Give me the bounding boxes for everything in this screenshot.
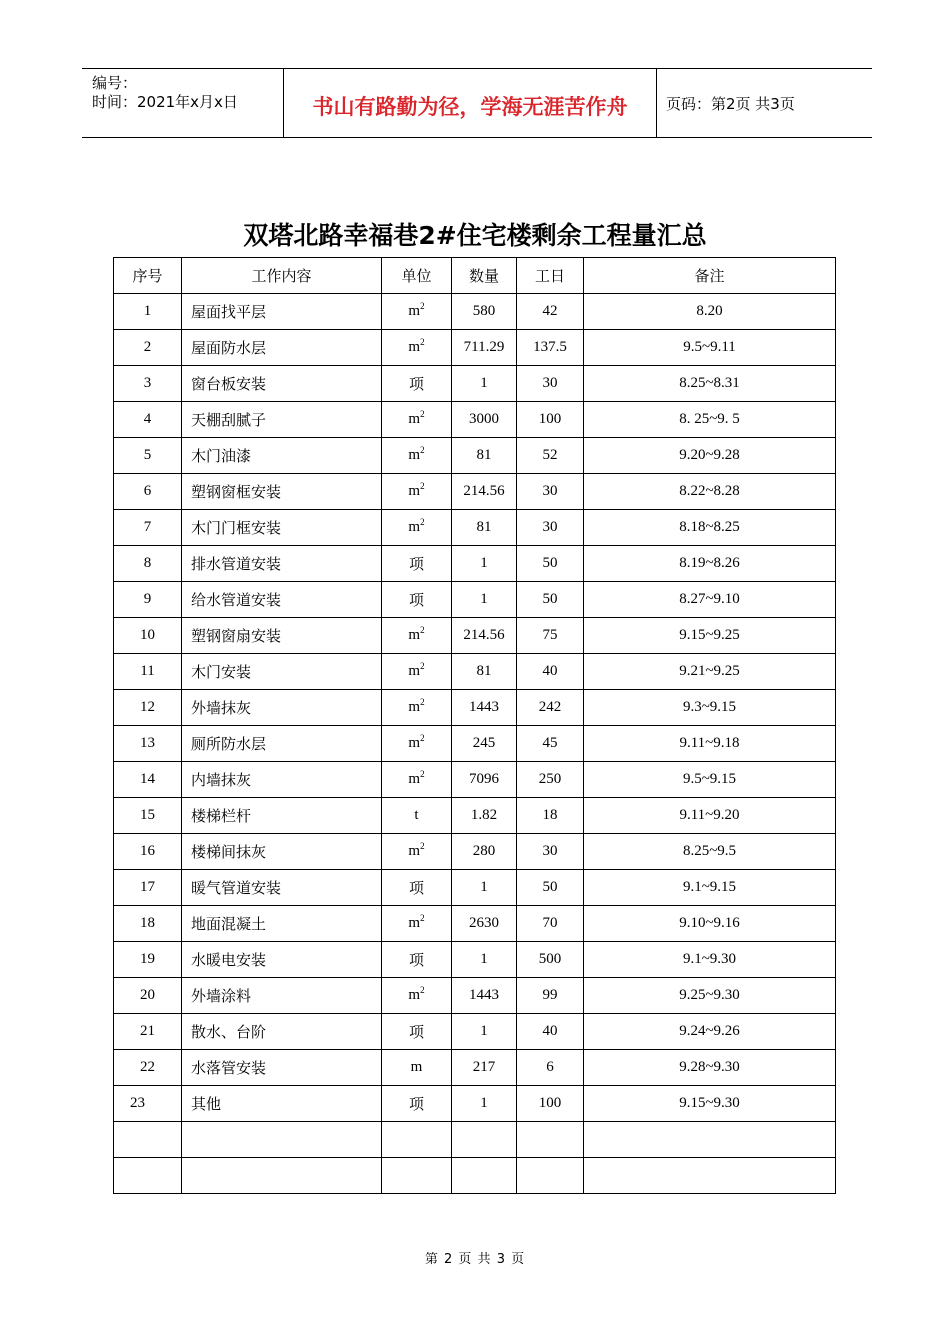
cell-quantity: 1 (452, 870, 517, 906)
table-row (114, 1086, 836, 1122)
cell-content: 暖气管道安装 (182, 870, 382, 906)
cell-seq: 18 (114, 906, 182, 942)
cell-workdays: 500 (517, 942, 584, 978)
cell-unit (382, 870, 452, 906)
cell-content: 楼梯栏杆 (182, 798, 382, 834)
cell-quantity: 81 (452, 654, 517, 690)
unit-exponent: 2 (420, 409, 425, 419)
cell-note: 9.21~9.25 (584, 654, 836, 690)
cell-note (584, 1122, 836, 1158)
cell-workdays: 50 (517, 582, 584, 618)
cell-note: 9.25~9.30 (584, 978, 836, 1014)
cell-note: 8. 25~9. 5 (584, 402, 836, 438)
cell-content: 外墙抹灰 (182, 690, 382, 726)
cell-content: 塑钢窗框安装 (182, 474, 382, 510)
cell-workdays: 45 (517, 726, 584, 762)
cell-unit (382, 1158, 452, 1194)
cell-unit (382, 1050, 452, 1086)
cell-note: 9.10~9.16 (584, 906, 836, 942)
cell-quantity: 1 (452, 942, 517, 978)
cell-content: 厕所防水层 (182, 726, 382, 762)
cell-seq: 1 (114, 294, 182, 330)
cell-quantity: 81 (452, 438, 517, 474)
header-info-cell (82, 69, 284, 137)
cell-seq: 11 (114, 654, 182, 690)
cell-unit (382, 438, 452, 474)
cell-quantity: 1.82 (452, 798, 517, 834)
cell-unit (382, 726, 452, 762)
cell-quantity (452, 1158, 517, 1194)
column-header-workdays: 工日 (517, 258, 584, 294)
cell-quantity: 1443 (452, 978, 517, 1014)
cell-workdays: 18 (517, 798, 584, 834)
cell-quantity: 1443 (452, 690, 517, 726)
cell-seq (114, 1158, 182, 1194)
cell-content: 给水管道安装 (182, 582, 382, 618)
unit-text: m (408, 735, 421, 751)
cell-workdays: 6 (517, 1050, 584, 1086)
unit-text: m (408, 447, 421, 463)
cell-note: 9.1~9.30 (584, 942, 836, 978)
unit-text: m (408, 627, 421, 643)
column-header-unit: 单位 (382, 258, 452, 294)
cell-note: 8.27~9.10 (584, 582, 836, 618)
cell-seq: 23 (114, 1086, 182, 1122)
unit-text: 项 (408, 555, 424, 573)
unit-text: m (408, 915, 421, 931)
unit-text: 项 (408, 951, 424, 969)
cell-content: 木门油漆 (182, 438, 382, 474)
cell-unit (382, 330, 452, 366)
table-row (114, 906, 836, 942)
cell-note: 9.15~9.30 (584, 1086, 836, 1122)
cell-seq: 6 (114, 474, 182, 510)
table-row (114, 942, 836, 978)
table-row (114, 546, 836, 582)
table-row (114, 834, 836, 870)
cell-unit (382, 942, 452, 978)
unit-text: m (408, 339, 421, 355)
cell-quantity: 280 (452, 834, 517, 870)
cell-unit (382, 546, 452, 582)
table-row (114, 366, 836, 402)
cell-workdays: 50 (517, 870, 584, 906)
cell-unit (382, 582, 452, 618)
unit-text: 项 (408, 375, 424, 393)
unit-exponent: 2 (420, 445, 425, 455)
cell-content: 水暖电安装 (182, 942, 382, 978)
cell-workdays: 30 (517, 834, 584, 870)
table-row (114, 582, 836, 618)
cell-unit (382, 1086, 452, 1122)
cell-note: 8.20 (584, 294, 836, 330)
unit-text: m (408, 483, 421, 499)
cell-content: 木门门框安装 (182, 510, 382, 546)
cell-note: 8.25~8.31 (584, 366, 836, 402)
cell-content: 散水、台阶 (182, 1014, 382, 1050)
unit-text: t (414, 807, 419, 823)
cell-quantity: 214.56 (452, 474, 517, 510)
table-row (114, 870, 836, 906)
cell-content: 塑钢窗扇安装 (182, 618, 382, 654)
table-row (114, 654, 836, 690)
table-row (114, 1122, 836, 1158)
table-row (114, 726, 836, 762)
unit-exponent: 2 (420, 769, 425, 779)
cell-note: 9.1~9.15 (584, 870, 836, 906)
column-header-note: 备注 (584, 258, 836, 294)
work-summary-table (113, 257, 836, 1194)
cell-quantity: 7096 (452, 762, 517, 798)
cell-unit (382, 366, 452, 402)
table-row (114, 1050, 836, 1086)
cell-unit (382, 834, 452, 870)
cell-unit (382, 690, 452, 726)
cell-seq: 7 (114, 510, 182, 546)
cell-unit (382, 1014, 452, 1050)
cell-seq: 19 (114, 942, 182, 978)
cell-seq: 17 (114, 870, 182, 906)
cell-quantity: 3000 (452, 402, 517, 438)
cell-workdays: 250 (517, 762, 584, 798)
cell-note: 9.11~9.20 (584, 798, 836, 834)
page-footer: 第 2 页 共 3 页 (424, 1252, 526, 1267)
table-row (114, 474, 836, 510)
cell-quantity: 214.56 (452, 618, 517, 654)
cell-workdays: 40 (517, 654, 584, 690)
cell-note: 9.5~9.11 (584, 330, 836, 366)
cell-content: 屋面防水层 (182, 330, 382, 366)
unit-text: 项 (408, 1023, 424, 1041)
number-label: 编号： (92, 74, 138, 92)
table-row (114, 438, 836, 474)
unit-exponent: 2 (420, 985, 425, 995)
cell-seq: 4 (114, 402, 182, 438)
cell-note: 8.25~9.5 (584, 834, 836, 870)
unit-exponent: 2 (420, 337, 425, 347)
table-row (114, 330, 836, 366)
cell-content: 天棚刮腻子 (182, 402, 382, 438)
cell-note: 8.22~8.28 (584, 474, 836, 510)
table-row (114, 1158, 836, 1194)
table-row (114, 510, 836, 546)
cell-quantity: 217 (452, 1050, 517, 1086)
cell-seq: 3 (114, 366, 182, 402)
unit-text: 项 (408, 879, 424, 897)
cell-quantity (452, 1122, 517, 1158)
column-header-seq: 序号 (114, 258, 182, 294)
unit-text: 项 (408, 591, 424, 609)
unit-text: m (408, 411, 421, 427)
cell-content: 楼梯间抹灰 (182, 834, 382, 870)
table-row (114, 402, 836, 438)
cell-seq: 16 (114, 834, 182, 870)
cell-quantity: 1 (452, 582, 517, 618)
unit-text: 项 (408, 1095, 424, 1113)
cell-quantity: 1 (452, 1014, 517, 1050)
cell-quantity: 580 (452, 294, 517, 330)
unit-exponent: 2 (420, 913, 425, 923)
cell-workdays: 70 (517, 906, 584, 942)
cell-note: 9.3~9.15 (584, 690, 836, 726)
table-row (114, 294, 836, 330)
cell-workdays: 242 (517, 690, 584, 726)
cell-content (182, 1122, 382, 1158)
cell-workdays: 75 (517, 618, 584, 654)
cell-note: 9.15~9.25 (584, 618, 836, 654)
table-row (114, 798, 836, 834)
cell-note: 9.28~9.30 (584, 1050, 836, 1086)
cell-note: 8.19~8.26 (584, 546, 836, 582)
cell-note: 9.24~9.26 (584, 1014, 836, 1050)
cell-workdays: 30 (517, 366, 584, 402)
cell-content: 屋面找平层 (182, 294, 382, 330)
cell-content: 木门安装 (182, 654, 382, 690)
cell-unit (382, 762, 452, 798)
cell-quantity: 711.29 (452, 330, 517, 366)
cell-quantity: 2630 (452, 906, 517, 942)
cell-note: 9.20~9.28 (584, 438, 836, 474)
cell-workdays (517, 1158, 584, 1194)
unit-exponent: 2 (420, 301, 425, 311)
cell-unit (382, 1122, 452, 1158)
cell-content: 排水管道安装 (182, 546, 382, 582)
unit-text: m (408, 843, 421, 859)
cell-unit (382, 294, 452, 330)
cell-unit (382, 402, 452, 438)
cell-note (584, 1158, 836, 1194)
unit-text: m (408, 699, 421, 715)
cell-workdays: 50 (517, 546, 584, 582)
cell-note: 8.18~8.25 (584, 510, 836, 546)
table-header-row (114, 258, 836, 294)
header-page-cell (657, 69, 872, 137)
cell-seq: 10 (114, 618, 182, 654)
cell-unit (382, 474, 452, 510)
unit-exponent: 2 (420, 733, 425, 743)
cell-seq: 20 (114, 978, 182, 1014)
document-title: 双塔北路幸福巷2#住宅楼剩余工程量汇总 (243, 221, 707, 250)
table-row (114, 1014, 836, 1050)
cell-content: 内墙抹灰 (182, 762, 382, 798)
cell-quantity: 1 (452, 546, 517, 582)
cell-unit (382, 906, 452, 942)
cell-content: 外墙涂料 (182, 978, 382, 1014)
table-row (114, 618, 836, 654)
unit-exponent: 2 (420, 697, 425, 707)
cell-note: 9.11~9.18 (584, 726, 836, 762)
cell-quantity: 1 (452, 366, 517, 402)
cell-workdays: 99 (517, 978, 584, 1014)
unit-text: m (408, 303, 421, 319)
unit-exponent: 2 (420, 661, 425, 671)
cell-seq: 5 (114, 438, 182, 474)
cell-note: 9.5~9.15 (584, 762, 836, 798)
table-row (114, 762, 836, 798)
cell-workdays: 30 (517, 474, 584, 510)
cell-seq: 12 (114, 690, 182, 726)
cell-content (182, 1158, 382, 1194)
header-page-label: 页码：第2页 共3页 (666, 95, 795, 113)
cell-unit (382, 978, 452, 1014)
cell-seq: 2 (114, 330, 182, 366)
cell-seq: 14 (114, 762, 182, 798)
column-header-content: 工作内容 (182, 258, 382, 294)
cell-quantity: 1 (452, 1086, 517, 1122)
cell-unit (382, 798, 452, 834)
unit-text: m (410, 1059, 423, 1075)
cell-workdays: 137.5 (517, 330, 584, 366)
cell-unit (382, 654, 452, 690)
unit-text: m (408, 771, 421, 787)
cell-seq: 8 (114, 546, 182, 582)
cell-workdays: 100 (517, 1086, 584, 1122)
unit-exponent: 2 (420, 517, 425, 527)
cell-quantity: 245 (452, 726, 517, 762)
table-row (114, 978, 836, 1014)
unit-exponent: 2 (420, 625, 425, 635)
cell-workdays: 100 (517, 402, 584, 438)
cell-seq: 13 (114, 726, 182, 762)
cell-quantity: 81 (452, 510, 517, 546)
cell-seq: 9 (114, 582, 182, 618)
unit-text: m (408, 519, 421, 535)
cell-unit (382, 618, 452, 654)
cell-seq: 22 (114, 1050, 182, 1086)
unit-text: m (408, 987, 421, 1003)
page-header (82, 68, 872, 138)
cell-seq (114, 1122, 182, 1158)
cell-content: 窗台板安装 (182, 366, 382, 402)
table-row (114, 690, 836, 726)
cell-content: 地面混凝土 (182, 906, 382, 942)
cell-workdays: 52 (517, 438, 584, 474)
motto-text: 书山有路勤为径，学海无涯苦作舟 (312, 95, 628, 119)
cell-workdays (517, 1122, 584, 1158)
cell-workdays: 42 (517, 294, 584, 330)
cell-workdays: 30 (517, 510, 584, 546)
header-motto-cell (284, 69, 657, 137)
cell-workdays: 40 (517, 1014, 584, 1050)
cell-content: 水落管安装 (182, 1050, 382, 1086)
unit-exponent: 2 (420, 841, 425, 851)
cell-content: 其他 (182, 1086, 382, 1122)
time-label: 时间：2021年x月x日 (92, 93, 238, 111)
cell-seq: 21 (114, 1014, 182, 1050)
column-header-quantity: 数量 (452, 258, 517, 294)
unit-exponent: 2 (420, 481, 425, 491)
unit-text: m (408, 663, 421, 679)
cell-seq: 15 (114, 798, 182, 834)
cell-unit (382, 510, 452, 546)
